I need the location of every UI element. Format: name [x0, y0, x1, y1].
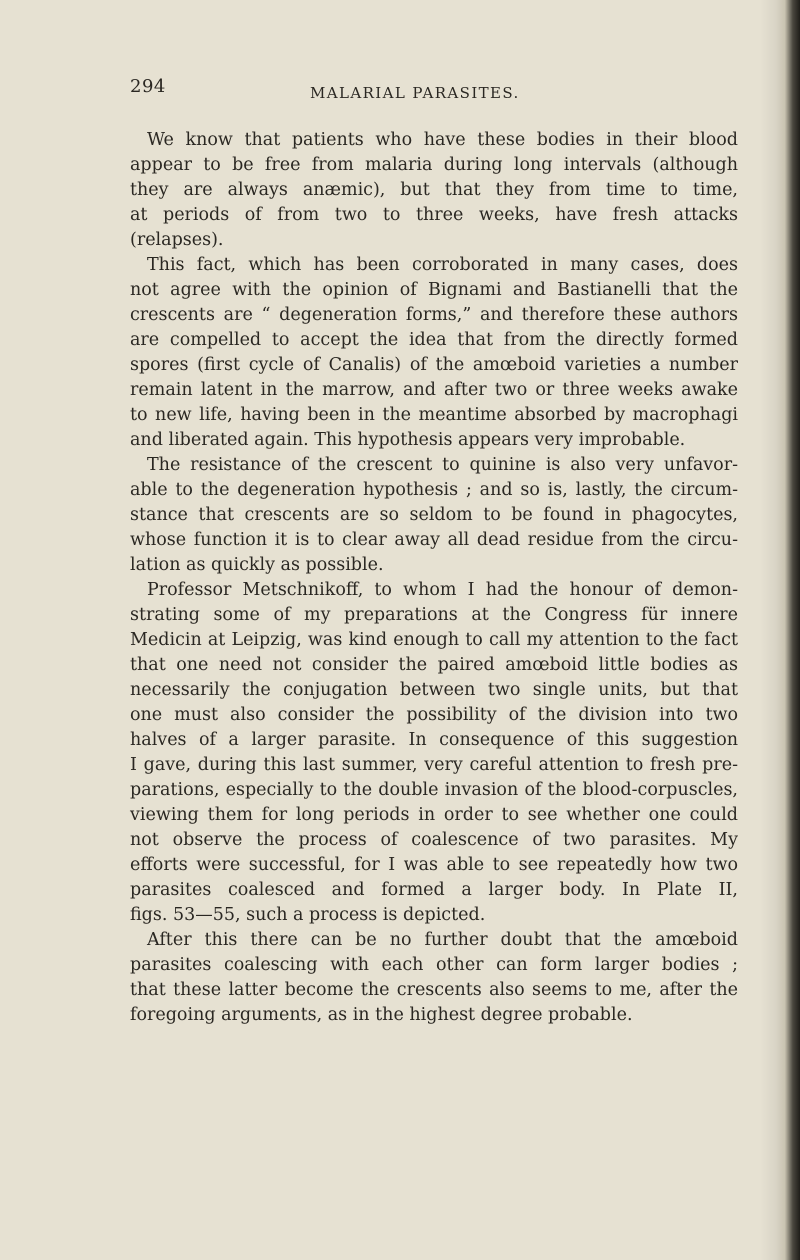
text-line: crescents are “ degeneration forms,” and therefore these authors — [130, 305, 738, 325]
text-line: Medicin at Leipzig, was kind enough to call my attention to the fact — [130, 630, 738, 650]
text-line: necessarily the conjugation between two single units, but that — [130, 680, 738, 700]
text-line: efforts were successful, for I was able to see repeatedly how two — [130, 855, 738, 875]
text-line: not agree with the opinion of Bignami and Bastianelli that the — [130, 280, 738, 300]
page-edge-shadow — [760, 0, 800, 1260]
text-line: spores (first cycle of Canalis) of the amœboid varieties a number — [130, 355, 738, 375]
running-title: MALARIAL PARASITES. — [310, 84, 520, 102]
paragraph — [130, 253, 738, 453]
text-line: whose function it is to clear away all dead residue from the circu- — [130, 530, 738, 550]
text-line: lation as quickly as possible. — [130, 555, 384, 575]
text-line: foregoing arguments, as in the highest degree probable. — [130, 1005, 633, 1025]
text-line: parasites coalescing with each other can form larger bodies ; — [130, 955, 738, 975]
text-line: not observe the process of coalescence of two parasites. My — [130, 830, 738, 850]
text-line: parations, especially to the double invasion of the blood-corpuscles, — [130, 780, 738, 800]
text-line: I gave, during this last summer, very careful attention to fresh pre- — [130, 755, 738, 775]
text-line: strating some of my preparations at the Congress für innere — [130, 605, 738, 625]
paragraph — [130, 578, 738, 928]
text-line: halves of a larger parasite. In consequence of this suggestion — [130, 730, 738, 750]
paragraph — [130, 453, 738, 578]
text-line: remain latent in the marrow, and after two or three weeks awake — [130, 380, 738, 400]
text-line: viewing them for long periods in order to see whether one could — [130, 805, 738, 825]
text-line: they are always anæmic), but that they from time to time, — [130, 180, 738, 200]
body-text — [130, 128, 738, 1028]
text-line: able to the degeneration hypothesis ; and so is, lastly, the circum- — [130, 480, 738, 500]
paragraph — [130, 128, 738, 253]
text-line: stance that crescents are so seldom to be found in phagocytes, — [130, 505, 738, 525]
page-number: 294 — [130, 76, 166, 97]
paragraph — [130, 928, 738, 1028]
text-line: This fact, which has been corroborated in many cases, does — [147, 255, 738, 275]
text-line: After this there can be no further doubt that the amœboid — [147, 930, 738, 950]
text-line: figs. 53—55, such a process is depicted. — [130, 905, 486, 925]
text-line: one must also consider the possibility of the division into two — [130, 705, 738, 725]
text-line: that these latter become the crescents also seems to me, after the — [130, 980, 738, 1000]
text-line: and liberated again. This hypothesis appears very improbable. — [130, 430, 686, 450]
text-line: to new life, having been in the meantime absorbed by macrophagi — [130, 405, 738, 425]
text-line: parasites coalesced and formed a larger body. In Plate II, — [130, 880, 738, 900]
text-line: appear to be free from malaria during long intervals (although — [130, 155, 738, 175]
text-line: that one need not consider the paired amœboid little bodies as — [130, 655, 738, 675]
text-line: (relapses). — [130, 230, 224, 250]
text-line: Professor Metschnikoff, to whom I had the honour of demon- — [147, 580, 738, 600]
text-line: We know that patients who have these bodies in their blood — [147, 130, 738, 150]
text-line: are compelled to accept the idea that from the directly formed — [130, 330, 738, 350]
text-line: The resistance of the crescent to quinine is also very unfavor- — [147, 455, 738, 475]
text-line: at periods of from two to three weeks, have fresh attacks — [130, 205, 738, 225]
